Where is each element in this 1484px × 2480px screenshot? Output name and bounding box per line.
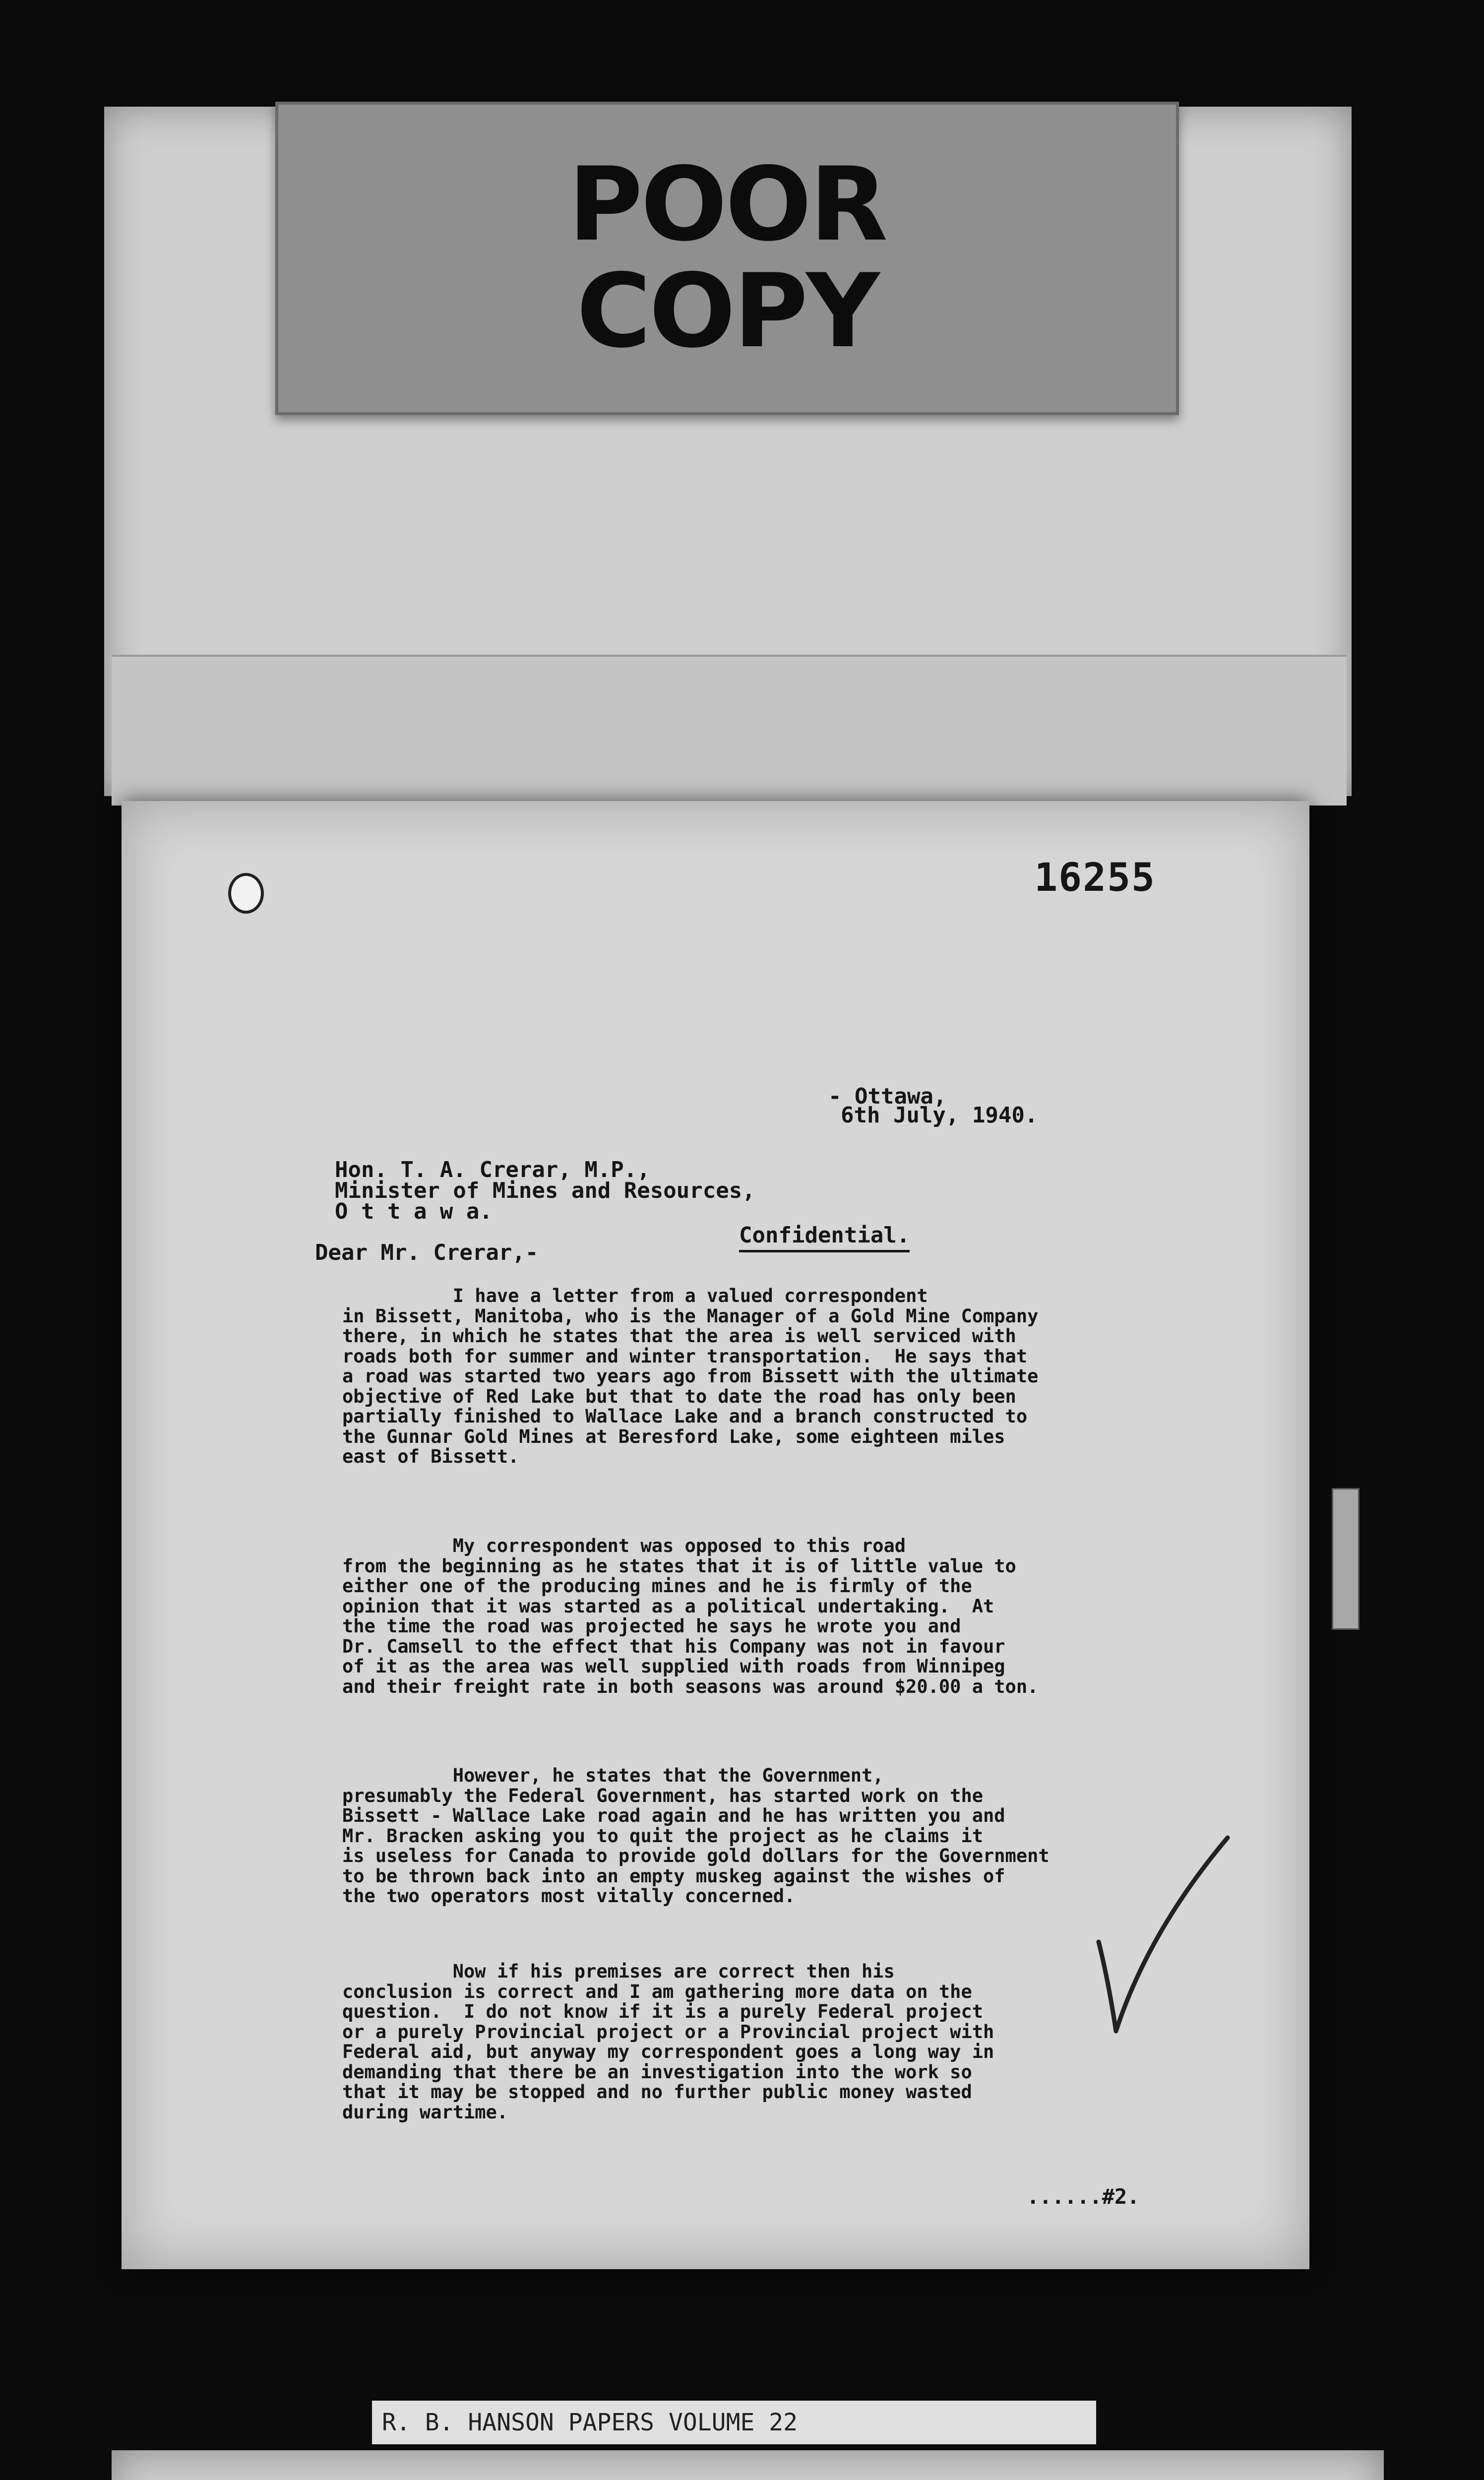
paragraph-line: a road was started two years ago from Bissett with the ultimate xyxy=(342,1365,1039,1387)
paragraph-1 xyxy=(342,1286,1250,1467)
paragraph-line: the time the road was projected he says he wrote you and xyxy=(342,1615,961,1637)
paragraph-line: Now if his premises are correct then his xyxy=(342,1961,895,1982)
paragraph-line: the two operators most vitally concerned. xyxy=(342,1885,796,1907)
addressee-line-1: Hon. T. A. Crerar, M.P., xyxy=(335,1157,650,1182)
letter-place: - Ottawa, xyxy=(828,1084,947,1109)
punch-hole xyxy=(228,873,264,914)
letter-date: 6th July, 1940. xyxy=(841,1103,1038,1128)
poor-copy-line1: POOR xyxy=(568,146,886,264)
paragraph-line: the Gunnar Gold Mines at Beresford Lake, some eighteen miles xyxy=(342,1426,1005,1447)
paragraph-2 xyxy=(342,1536,1250,1697)
side-tab xyxy=(1332,1488,1360,1630)
paragraph-line: Mr. Bracken asking you to quit the project as he claims it xyxy=(342,1825,984,1847)
paragraph-line: Federal aid, but anyway my correspondent goes a long way in xyxy=(342,2041,994,2062)
paragraph-line: However, he states that the Government, xyxy=(342,1765,884,1786)
paragraph-line: roads both for summer and winter transportation. He says that xyxy=(342,1345,1028,1367)
handwritten-checkmark-icon xyxy=(1089,1833,1237,2041)
paragraph-line: question. I do not know if it is a purely Federal project xyxy=(342,2001,984,2022)
paragraph-line: My correspondent was opposed to this road xyxy=(342,1535,906,1556)
reference-label: R. B. HANSON PAPERS VOLUME 22 xyxy=(372,2401,1096,2444)
paragraph-line: east of Bissett. xyxy=(342,1446,519,1467)
paragraph-line: during wartime. xyxy=(342,2101,508,2123)
paragraph-line: demanding that there be an investigation into the work so xyxy=(342,2061,972,2083)
paragraph-line: Dr. Camsell to the effect that his Company was not in favour xyxy=(342,1635,1005,1657)
salutation: Dear Mr. Crerar,- xyxy=(315,1240,539,1265)
letter-page xyxy=(122,801,1309,2269)
paragraph-line: in Bissett, Manitoba, who is the Manager of a Gold Mine Company xyxy=(342,1305,1039,1327)
paragraph-line: either one of the producing mines and he is firmly of the xyxy=(342,1575,972,1597)
paragraph-line: of it as the area was well supplied with roads from Winnipeg xyxy=(342,1656,1005,1677)
document-number: 16255 xyxy=(1034,856,1156,900)
confidential-heading: Confidential. xyxy=(739,1223,910,1252)
paragraph-line: objective of Red Lake but that to date the road has only been xyxy=(342,1385,1016,1407)
paragraph-line: to be thrown back into an empty muskeg against the wishes of xyxy=(342,1865,1005,1887)
poor-copy-line2: COPY xyxy=(576,252,878,371)
paragraph-line: conclusion is correct and I am gathering more data on the xyxy=(342,1981,972,2002)
paragraph-line: or a purely Provincial project or a Provincial project with xyxy=(342,2021,994,2043)
paragraph-line: and their freight rate in both seasons was around $20.00 a ton. xyxy=(342,1675,1039,1697)
paragraph-line: from the beginning as he states that it is of little value to xyxy=(342,1555,1016,1577)
addressee-line-2: Minister of Mines and Resources, xyxy=(335,1178,755,1203)
paragraph-line: there, in which he states that the area is well serviced with xyxy=(342,1325,1016,1347)
paragraph-line: Bissett - Wallace Lake road again and he has written you and xyxy=(342,1805,1005,1826)
paragraph-line: that it may be stopped and no further public money wasted xyxy=(342,2081,972,2103)
continuation-marker: ......#2. xyxy=(1027,2184,1140,2209)
paragraph-line: opinion that it was started as a political undertaking. At xyxy=(342,1595,994,1617)
mount-board-lower xyxy=(112,655,1347,806)
paragraph-line: is useless for Canada to provide gold dollars for the Government xyxy=(342,1845,1050,1866)
addressee-line-3: O t t a w a. xyxy=(335,1199,493,1224)
archives-stamp xyxy=(112,2450,1384,2480)
paragraph-line: I have a letter from a valued correspondent xyxy=(342,1285,928,1306)
poor-copy-label xyxy=(275,102,1179,415)
paragraph-line: partially finished to Wallace Lake and a branch constructed to xyxy=(342,1406,1028,1427)
paragraph-line: presumably the Federal Government, has started work on the xyxy=(342,1785,984,1806)
